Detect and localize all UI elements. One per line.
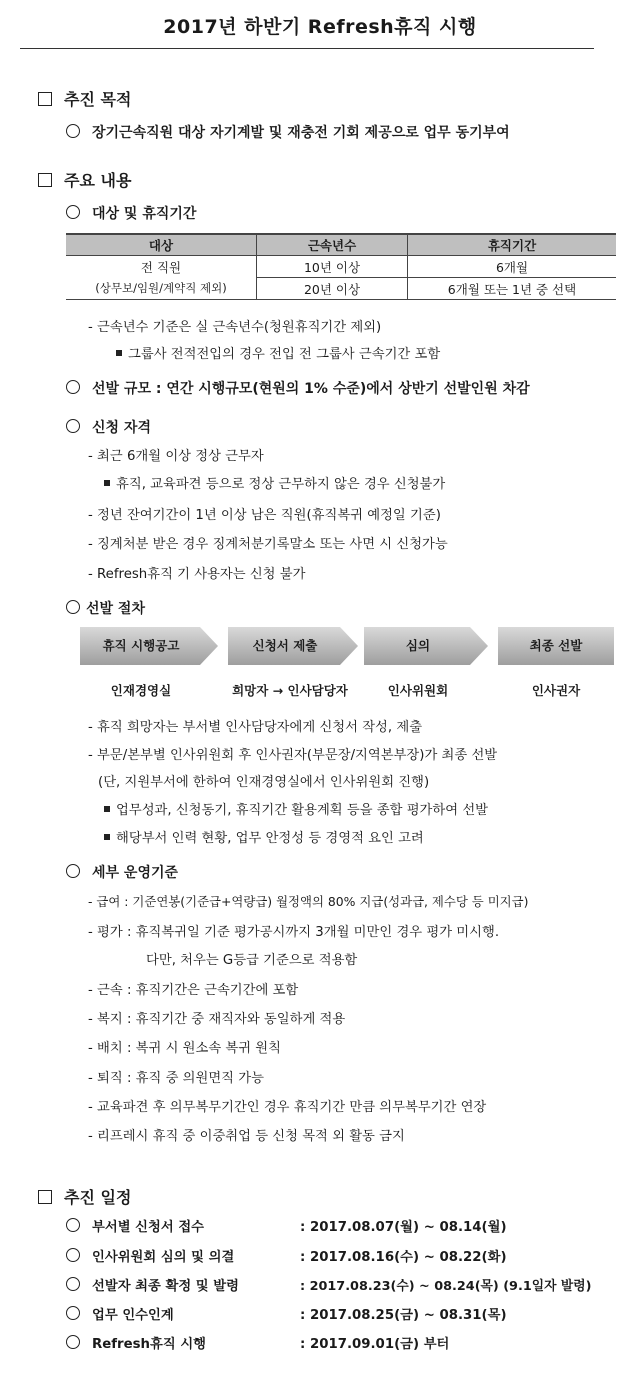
target-table <box>66 233 616 300</box>
eligibility-line-1: - 최근 6개월 이상 정상 근무자 <box>88 449 264 464</box>
rule-line-8: - 리프레시 휴직 중 이중취업 등 신청 목적 외 활동 금지 <box>88 1129 405 1144</box>
table-header: 휴직기간 <box>408 234 617 256</box>
process-step-label: 휴직 시행공고 <box>102 638 180 653</box>
table-cell: 전 직원 <box>140 259 182 275</box>
procedure-line-1: - 휴직 희망자는 부서별 인사담당자에게 신청서 작성, 제출 <box>88 720 423 735</box>
rule-line-5: - 배치 : 복귀 시 원소속 복귀 원칙 <box>88 1041 282 1056</box>
schedule-item-date: : 2017.08.16(수) ~ 08.22(화) <box>300 1250 507 1265</box>
eligibility-line-4: - Refresh휴직 기 사용자는 신청 불가 <box>88 567 306 582</box>
procedure-sub-1: 업무성과, 신청동기, 휴직기간 활용계획 등을 종합 평가하여 선발 <box>104 799 488 818</box>
table-header: 근속년수 <box>257 234 408 256</box>
table-cell: (상무보/임원/계약직 제외) <box>66 278 257 300</box>
circle-bullet-icon <box>66 1335 80 1349</box>
table-cell: 20년 이상 <box>257 278 408 300</box>
schedule-item-label: 선발자 최종 확정 및 발령 <box>66 1275 239 1294</box>
rules-heading: 세부 운영기준 <box>66 862 178 882</box>
circle-bullet-icon <box>66 1306 80 1320</box>
circle-bullet-icon <box>66 1277 80 1291</box>
small-square-bullet-icon <box>116 350 122 356</box>
table-cell: 10년 이상 <box>257 256 408 278</box>
rule-line-2-cont: 다만, 처우는 G등급 기준으로 적용함 <box>146 953 358 968</box>
square-bullet-icon <box>38 1190 52 1204</box>
table-header-row <box>66 234 616 256</box>
circle-bullet-icon <box>66 864 80 878</box>
rule-line-4: - 복지 : 휴직기간 중 재직자와 동일하게 적용 <box>88 1012 346 1027</box>
target-note-1: - 근속년수 기준은 실 근속년수(청원휴직기간 제외) <box>88 320 382 335</box>
target-note-2: 그룹사 전적전입의 경우 전입 전 그룹사 근속기간 포함 <box>116 343 440 362</box>
section-purpose-heading: 추진 목적 <box>38 87 131 110</box>
table-cell: 6개월 <box>408 256 617 278</box>
rule-line-7: - 교육파견 후 의무복무기간인 경우 휴직기간 만큼 의무복무기간 연장 <box>88 1100 487 1115</box>
process-step-1 <box>80 627 218 665</box>
procedure-line-2: - 부문/본부별 인사위원회 후 인사권자(부문장/지역본부장)가 최종 선발 <box>88 748 498 763</box>
small-square-bullet-icon <box>104 806 110 812</box>
circle-bullet-icon <box>66 1218 80 1232</box>
small-square-bullet-icon <box>104 834 110 840</box>
rule-line-3: - 근속 : 휴직기간은 근속기간에 포함 <box>88 983 299 998</box>
schedule-item-label: 업무 인수인계 <box>66 1304 174 1323</box>
circle-bullet-icon <box>66 205 80 219</box>
schedule-item-date: : 2017.09.01(금) 부터 <box>300 1337 450 1352</box>
schedule-item-date: : 2017.08.07(월) ~ 08.14(월) <box>300 1220 507 1235</box>
purpose-item: 장기근속직원 대상 자기계발 및 재충전 기회 제공으로 업무 동기부여 <box>66 122 510 142</box>
process-step-owner: 인재경영실 <box>110 683 172 698</box>
procedure-sub-2: 해당부서 인력 현황, 업무 안정성 등 경영적 요인 고려 <box>104 827 424 846</box>
circle-bullet-icon <box>66 1248 80 1262</box>
schedule-item-label: Refresh휴직 시행 <box>66 1333 206 1352</box>
process-step-owner: 인사권자 <box>531 683 581 698</box>
process-step-3 <box>364 627 488 665</box>
process-step-label: 신청서 제출 <box>252 638 318 653</box>
table-row <box>66 278 616 300</box>
eligibility-line-3: - 징계처분 받은 경우 징계처분기록말소 또는 사면 시 신청가능 <box>88 537 448 552</box>
process-step-2 <box>228 627 358 665</box>
rule-line-2: - 평가 : 휴직복귀일 기준 평가공시까지 3개월 미만인 경우 평가 미시행. <box>88 925 500 940</box>
page-title: 2017년 하반기 Refresh휴직 시행 <box>163 16 477 38</box>
section-schedule-heading: 추진 일정 <box>38 1185 131 1208</box>
process-step-label: 심의 <box>405 638 431 653</box>
process-step-label: 최종 선발 <box>529 638 583 653</box>
process-step-owner: 희망자 → 인사담당자 <box>232 683 348 698</box>
procedure-line-2-cont: (단, 지원부서에 한하여 인재경영실에서 인사위원회 진행) <box>98 775 430 790</box>
section-content-heading: 주요 내용 <box>38 168 131 191</box>
schedule-item-label: 부서별 신청서 접수 <box>66 1216 204 1235</box>
title-divider <box>20 48 594 49</box>
circle-bullet-icon <box>66 380 80 394</box>
eligibility-line-2: - 정년 잔여기간이 1년 이상 남은 직원(휴직복귀 예정일 기준) <box>88 508 441 523</box>
selection-scale: 선발 규모 : 연간 시행규모(현원의 1% 수준)에서 상반기 선발인원 차감 <box>66 378 530 398</box>
target-heading: 대상 및 휴직기간 <box>66 203 196 223</box>
small-square-bullet-icon <box>104 480 110 486</box>
circle-bullet-icon <box>66 600 80 614</box>
process-step-owner: 인사위원회 <box>387 683 449 698</box>
table-cell: 6개월 또는 1년 중 선택 <box>408 278 617 300</box>
rule-line-6: - 퇴직 : 휴직 중 의원면직 가능 <box>88 1071 264 1086</box>
schedule-item-label: 인사위원회 심의 및 의결 <box>66 1246 234 1265</box>
table-row <box>66 256 616 278</box>
eligibility-line-1-sub: 휴직, 교육파견 등으로 정상 근무하지 않은 경우 신청불가 <box>104 473 445 492</box>
rule-line-1: - 급여 : 기준연봉(기준급+역량급) 월정액의 80% 지급(성과급, 제수당 등 미지급) <box>88 894 529 909</box>
table-header: 대상 <box>66 234 257 256</box>
procedure-heading: 선발 절차 <box>66 598 145 618</box>
schedule-item-date: : 2017.08.23(수) ~ 08.24(목) (9.1일자 발령) <box>300 1279 592 1294</box>
schedule-item-date: : 2017.08.25(금) ~ 08.31(목) <box>300 1308 507 1323</box>
circle-bullet-icon <box>66 124 80 138</box>
process-step-4 <box>498 627 614 665</box>
square-bullet-icon <box>38 92 52 106</box>
square-bullet-icon <box>38 173 52 187</box>
eligibility-heading: 신청 자격 <box>66 417 151 437</box>
circle-bullet-icon <box>66 419 80 433</box>
